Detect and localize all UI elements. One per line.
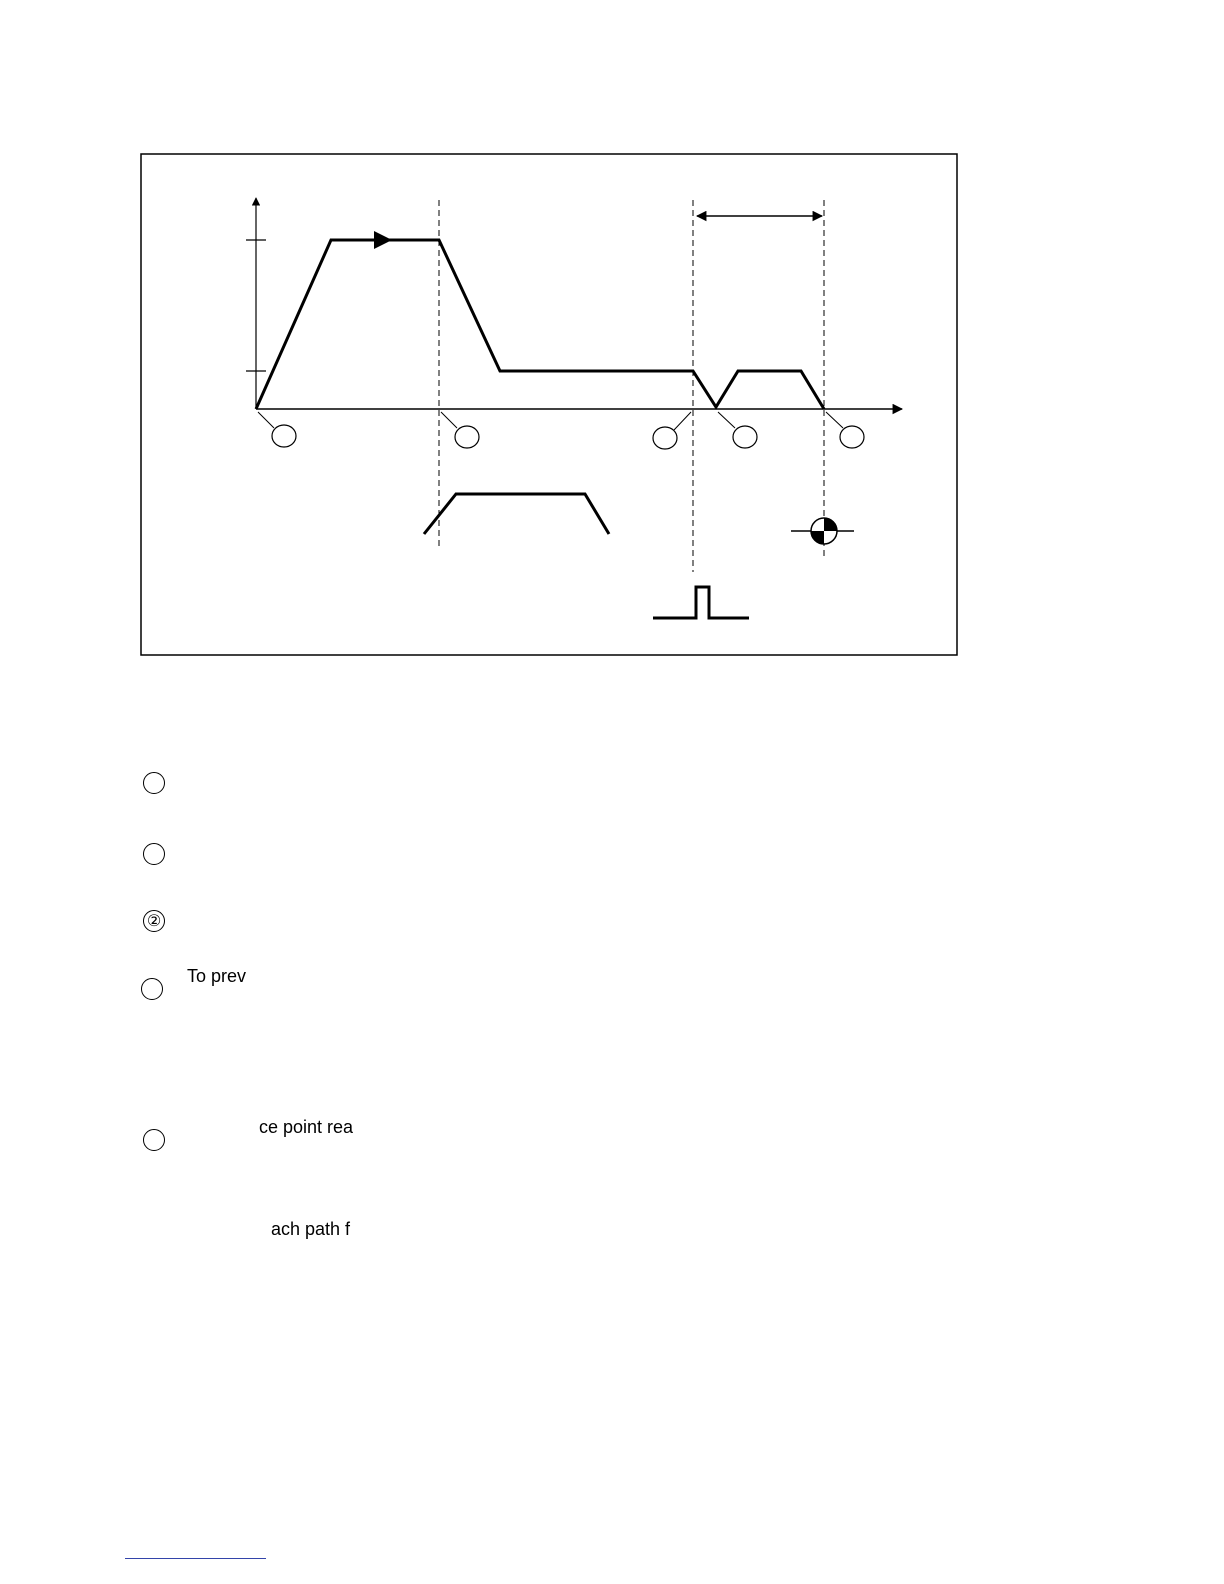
- text-fragment-3: ach path f: [271, 1219, 351, 1239]
- callout-4: [718, 412, 757, 448]
- direction-arrow-icon: [374, 231, 392, 249]
- velocity-timing-diagram: [0, 0, 1224, 700]
- text-fragment-1: To prev: [187, 966, 247, 986]
- velocity-profile: [256, 240, 824, 409]
- footer-link-underline[interactable]: [125, 1558, 266, 1559]
- legend-marker-2: [143, 843, 165, 865]
- callout-1: [258, 412, 296, 447]
- trapezoid-signal: [424, 494, 609, 534]
- diagram-frame: [141, 154, 957, 655]
- reference-point-icon: [791, 518, 854, 544]
- text-fragment-2: ce point rea: [259, 1117, 354, 1137]
- legend-marker-3: ②: [143, 910, 165, 932]
- callout-3: [653, 412, 691, 449]
- pulse-signal: [653, 587, 749, 618]
- callout-5: [826, 412, 864, 448]
- legend-marker-1: [143, 772, 165, 794]
- legend-marker-5: [143, 1129, 165, 1151]
- legend-marker-4: [141, 978, 163, 1000]
- callout-2: [441, 412, 479, 448]
